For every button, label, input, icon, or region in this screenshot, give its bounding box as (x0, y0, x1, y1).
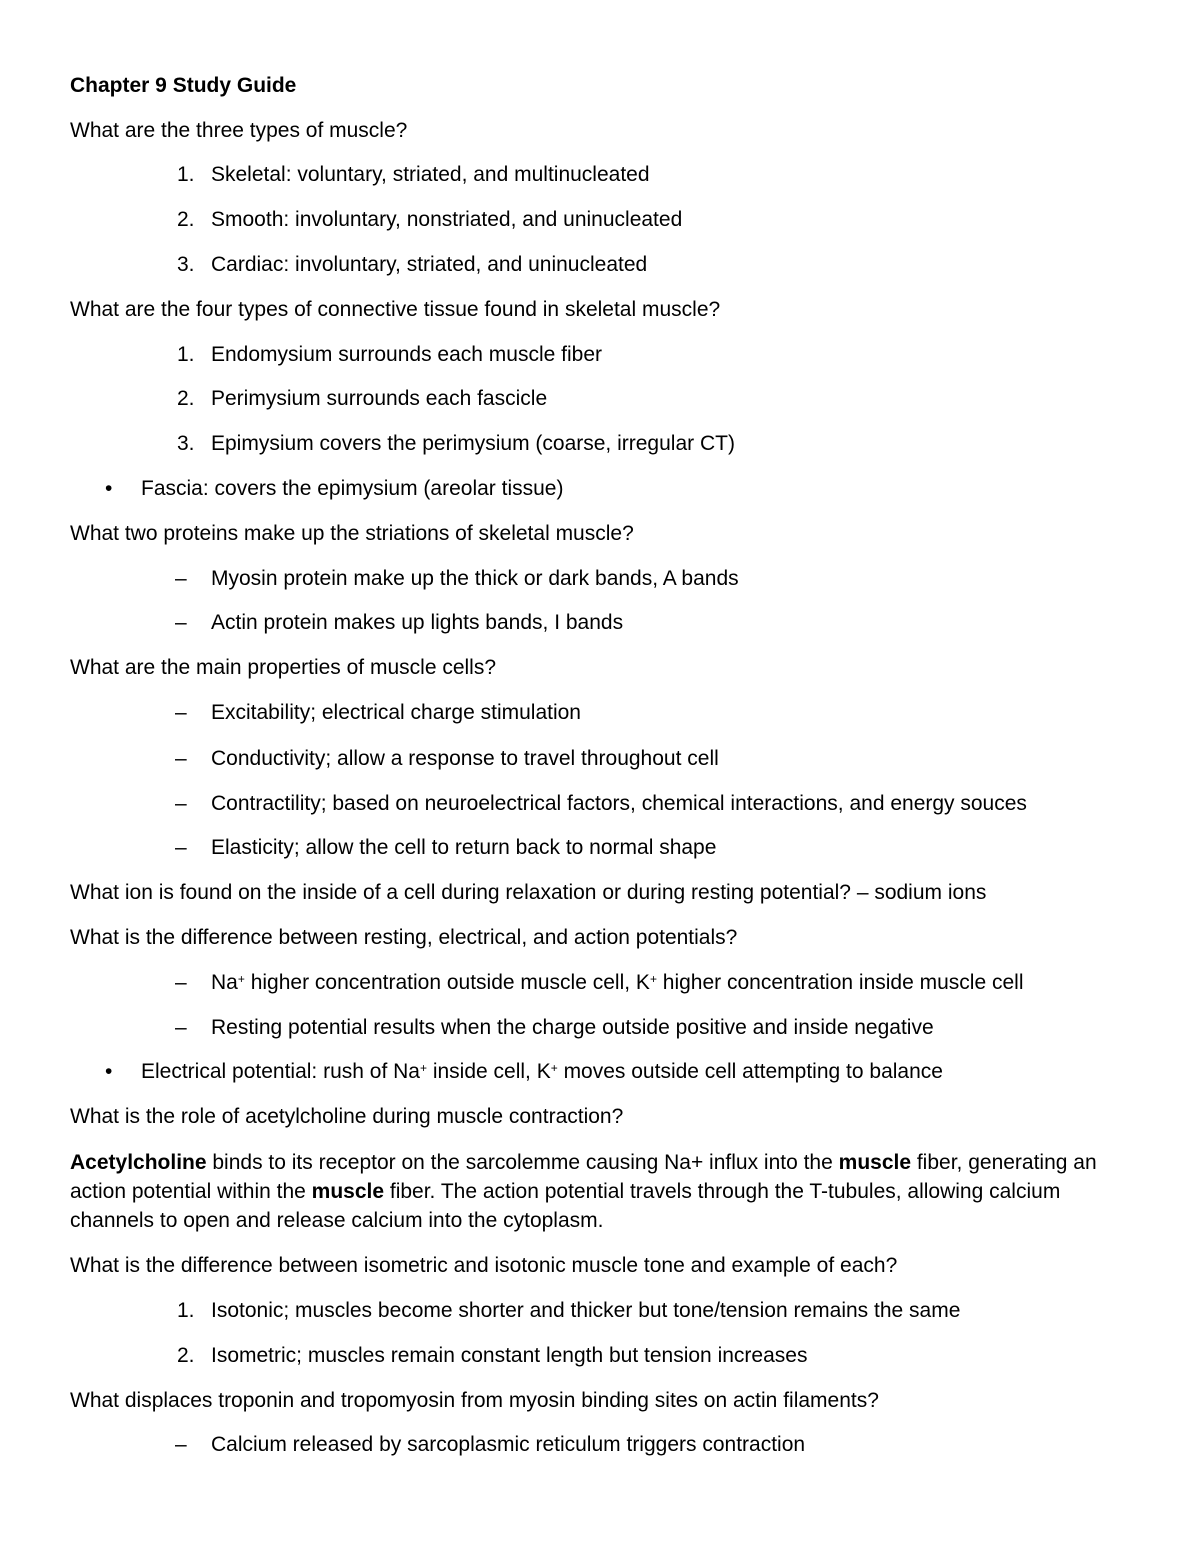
list-item: Skeletal: voluntary, striated, and multinucleated (211, 163, 650, 186)
list-item: Endomysium surrounds each muscle fiber (211, 343, 603, 366)
text-segment: fiber. The action potential travels through the T-tubules, allowing calcium channels to open and release calcium into the cytoplasm. (70, 1180, 1061, 1232)
bold-term: muscle (311, 1180, 385, 1203)
list-item: Epimysium covers the perimysium (coarse, irregular CT) (211, 432, 735, 455)
question-ion: What ion is found on the inside of a cell during relaxation or during resting potential? – sodium ions (70, 881, 987, 904)
dash-marker: – (175, 567, 187, 590)
dash-marker: – (175, 792, 187, 815)
dash-marker: – (175, 701, 187, 724)
dash-marker: – (175, 971, 187, 994)
list-marker: 3. (177, 253, 195, 276)
dash-marker: – (175, 747, 187, 770)
list-marker: 2. (177, 1344, 195, 1367)
bullet-marker: • (105, 477, 113, 500)
text-segment: Electrical potential: rush of Na (141, 1060, 420, 1083)
list-item: Contractility; based on neuroelectrical factors, chemical interactions, and energy souces (211, 792, 1027, 815)
question-potentials: What is the difference between resting, electrical, and action potentials? (70, 926, 738, 949)
list-item: Actin protein makes up lights bands, I bands (211, 611, 624, 634)
superscript-plus: + (649, 972, 657, 986)
answer-paragraph (70, 1148, 1130, 1235)
list-item: Myosin protein make up the thick or dark bands, A bands (211, 567, 739, 590)
dash-marker: – (175, 1016, 187, 1039)
superscript-plus: + (550, 1061, 558, 1075)
text-segment: higher concentration inside muscle cell (656, 971, 1024, 994)
question-connective-tissue: What are the four types of connective tissue found in skeletal muscle? (70, 298, 721, 321)
text-segment: higher concentration outside muscle cell, K (244, 971, 650, 994)
bullet-marker: • (105, 1060, 113, 1083)
bold-term: Acetylcholine (70, 1151, 207, 1174)
superscript-plus: + (419, 1061, 427, 1075)
list-item: Conductivity; allow a response to travel throughout cell (211, 747, 719, 770)
bullet-item-electrical (141, 1059, 943, 1085)
dash-marker: – (175, 836, 187, 859)
list-marker: 2. (177, 208, 195, 231)
dash-marker: – (175, 1433, 187, 1456)
text-segment: Na (211, 971, 238, 994)
list-item: Resting potential results when the charge outside positive and inside negative (211, 1016, 934, 1039)
question-acetylcholine: What is the role of acetylcholine during muscle contraction? (70, 1105, 624, 1128)
question-muscle-properties: What are the main properties of muscle cells? (70, 656, 497, 679)
bullet-item: Fascia: covers the epimysium (areolar tissue) (141, 477, 564, 500)
list-item: Elasticity; allow the cell to return back to normal shape (211, 836, 717, 859)
question-troponin: What displaces troponin and tropomyosin from myosin binding sites on actin filaments? (70, 1389, 879, 1412)
text-segment: fiber, generating an action potential within the (70, 1151, 1097, 1203)
list-item: Excitability; electrical charge stimulation (211, 701, 581, 724)
list-marker: 3. (177, 432, 195, 455)
question-striation-proteins: What two proteins make up the striations of skeletal muscle? (70, 522, 634, 545)
list-marker: 1. (177, 1299, 195, 1322)
list-item: Calcium released by sarcoplasmic reticulum triggers contraction (211, 1433, 806, 1456)
page-title: Chapter 9 Study Guide (70, 74, 297, 97)
list-item-concentration (211, 970, 1023, 996)
list-item: Smooth: involuntary, nonstriated, and uninucleated (211, 208, 683, 231)
text-segment: binds to its receptor on the sarcolemme causing Na+ influx into the (206, 1151, 839, 1174)
list-item: Cardiac: involuntary, striated, and uninucleated (211, 253, 648, 276)
list-item: Isotonic; muscles become shorter and thicker but tone/tension remains the same (211, 1299, 961, 1322)
question-muscle-types: What are the three types of muscle? (70, 119, 408, 142)
bold-term: muscle (838, 1151, 912, 1174)
question-muscle-tone: What is the difference between isometric and isotonic muscle tone and example of each? (70, 1254, 898, 1277)
superscript-plus: + (237, 972, 245, 986)
text-segment: inside cell, K (426, 1060, 551, 1083)
list-item: Isometric; muscles remain constant length but tension increases (211, 1344, 808, 1367)
dash-marker: – (175, 611, 187, 634)
list-marker: 1. (177, 343, 195, 366)
list-marker: 1. (177, 163, 195, 186)
text-segment: moves outside cell attempting to balance (557, 1060, 943, 1083)
list-item: Perimysium surrounds each fascicle (211, 387, 548, 410)
list-marker: 2. (177, 387, 195, 410)
